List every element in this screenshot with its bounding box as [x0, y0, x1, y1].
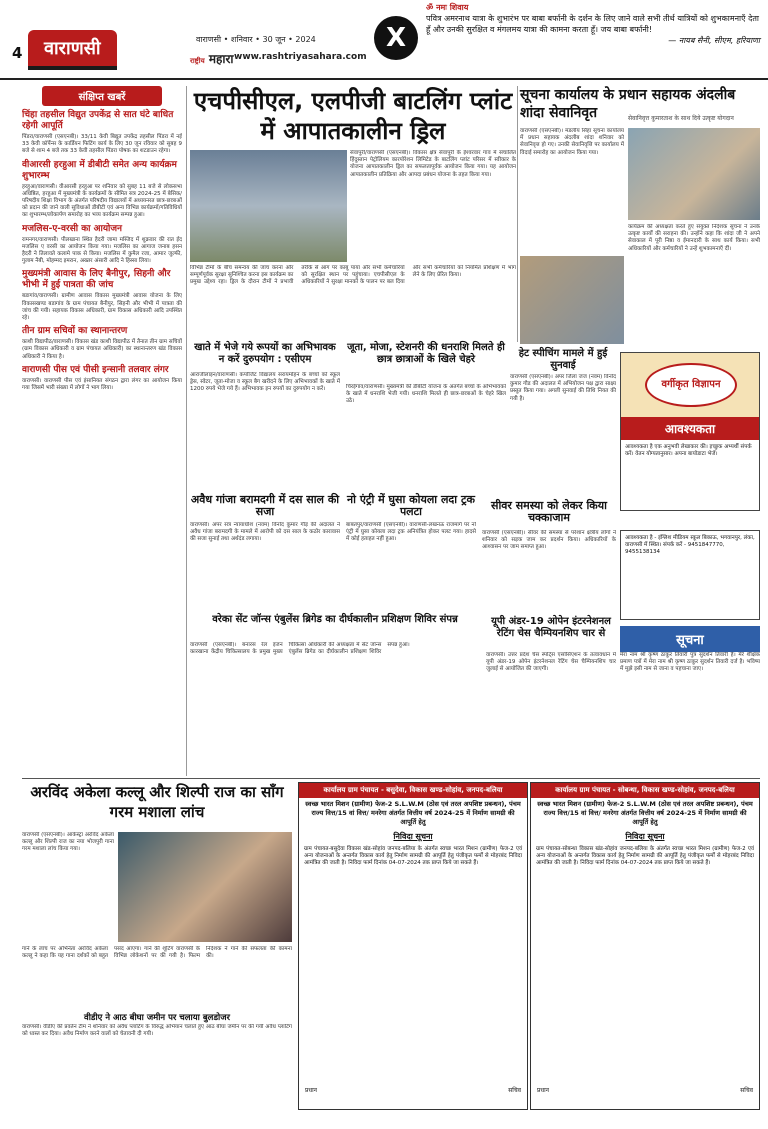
tender-header: कार्यालय ग्राम पंचायत - बसुदेवा, विकास खण्ड-सोहांव, जनपद-बलिया	[299, 783, 527, 798]
right-headline: सूचना कार्यालय के प्रधान सहायक अंदलीब शांदा सेवानिवृत	[520, 87, 736, 121]
story-text: वाराणसी (एसएनबी)। बनारस रेल इंजन कारखाना केंद्रीय चिकित्सालय के प्रमुख मुख्य चिकित्सा अधिकारी की अध्यक्षता में सेंट जॉन्स एंबुलेंस ब्रिगेड का दीर्घकालीन प्रशिक्षण शिविर संपन्न हुआ।	[190, 642, 410, 656]
sig-left: प्रधान	[537, 1087, 549, 1094]
story-text: आराजीलाइन/वाराणसी। कंपोजिट विद्यालय सरायमोहन के बच्चों को स्कूल ड्रेस, स्वेटर, जूता-मोजा व स्कूल बैग खरीदने के लिए अभिभावकों के खाते में 1200 रुपये भेजे गये हैं। अभिभावक इन रुपयों का दुरुपयोग न करें।	[190, 372, 340, 393]
quote-om: ॐ नमः शिवाय	[426, 3, 469, 12]
brief-title: चिंहा तहसील विद्युत उपकेंद्र से सात घंटे बाधित रहेगी आपूर्ति	[22, 110, 174, 131]
footer-headline: वीडीए ने आठ बीघा जमीन पर चलाया बुलडोजर	[84, 1013, 230, 1023]
classified-text: आवश्यकता है एक अनुभवी लेखाकार की। इच्छुक अभ्यर्थी संपर्क करें। वेतन योग्यतानुसार। अपना बायोडाटा भेजें।	[625, 444, 752, 458]
dateline: वाराणसी • शनिवार • 30 जून • 2024	[196, 35, 316, 44]
brand-logo	[190, 50, 234, 67]
city-banner: वाराणसी	[28, 30, 117, 66]
page-number: 4	[12, 44, 23, 62]
header-divider	[0, 78, 768, 80]
brand-small: राष्ट्रीय	[190, 57, 205, 65]
tender-signatures	[531, 1084, 759, 1096]
lead-headline: एचपीसीएल, एलपीजी बाटलिंग प्लांट में आपातकालीन ड्रिल	[193, 87, 513, 145]
masthead	[0, 0, 768, 80]
story-text: वाराणसी (एसएनबी)। सीवर की समस्या से परेशान क्षेत्रीय लोगों ने शनिवार को सड़क जाम कर प्रदर्शन किया। अधिकारियों के आश्वासन पर जाम समाप्त हुआ।	[482, 530, 616, 551]
brief-title: वीआरसी हरहुआ में डीबीटी समेत अन्य कार्यक्रम शुभारम्भ	[22, 159, 177, 181]
tender-title: निविदा सूचना	[625, 832, 665, 841]
brief-text: बडागांव/वाराणसी। ग्रामीण आवास विकास मुख्यमंत्री आवास योजना के लिए विकासखण्ड बडागांव के ग्राम पंचायत बैनीपुर, सिहनी और भीभी में पात्रता की जांच की गयी। सहायक विकास अधिकारी, ग्राम विकास अधिकारी आदि उपस्थित रहे।	[22, 293, 182, 322]
story-headline: अवैध गांजा बरामदगी में दस साल की सजा	[190, 493, 340, 518]
notice-text: मेरा नाम श्री कृष्ण ठाकुर तिवारी पुत्र सुदर्शन तिवारी है। मेरे शैक्षिक प्रमाण पत्रों में मेरा नाम श्री कृष्ण ठाकुर सुदर्शन तिवारी दर्ज है। भविष्य में मुझे इसी नाम से जाना व पहचाना जाए।	[620, 652, 760, 673]
quote-author: — नायब सैनी, सीएम, हरियाणा	[668, 36, 760, 45]
sig-right: सचिव	[508, 1087, 521, 1094]
lead-text: सेवापुरी/वाराणसी (एसएनबी)। विकास क्षेत्र सेवापुरी के ईश्वरवार गांव में संचालित हिंदुस्तान पेट्रोलियम कारपोरेशन लिमिटेड के बाटलिंग प्लांट परिसर में स्वीकार के योजना आपातकालीन ड्रिल का सफलतापूर्वक आयोजन किया गया। यह आयोजन आपातकालीन प्रतिक्रिया और आपदा प्रबंधन योजना के तहत किया गया।	[350, 150, 516, 178]
brief-text: वाराणसी। वाराणसी पीस एवं इंसानियत संगठन द्वारा लंगर का आयोजन किया गया जिसमें भारी संख्या में लोगों ने भाग लिया।	[22, 377, 182, 392]
story-text: वाराणसी। अपर सत्र न्यायाधीश (नवम) विनोद कुमार गौड़ की अदालत ने अवैध गांजा बरामदगी के मामले में आरोपी को दस साल के कठोर कारावास की सजा सुनाई तथा अर्थदंड लगाया।	[190, 522, 340, 543]
brief-title: मजलिस-ए-वरसी का आयोजन	[22, 223, 123, 234]
bottom-text-cont: गाने के लांच पर अभिनेता अरविंद अकेला कल्लू ने कहा कि यह गाना दर्शकों को बहुत पसंद आएगा। गाने की शूटिंग वाराणसी के विभिन्न लोकेशनों पर की गयी है। फिल्म निर्देशक ने गाने की सफलता की कामना की।	[22, 946, 292, 960]
tender-subtitle: स्वच्छ भारत मिशन (ग्रामीण) फेज-2 S.L.W.M (ठोस एवं तरल अपशिष्ट प्रबन्धन), पंचम राज्य वित्त/15 वां वित्त/ मनरेगा अंतर्गत वित्तीय वर्ष 2024-25 में निर्माण सामग्री की आपूर्ति हेतु	[537, 800, 753, 826]
story-headline: यूपी अंडर-19 ओपेन इंटरनेशनल रेटिंग चेस चैम्पियनशिप चार से	[491, 616, 611, 639]
notice-title: सूचना	[620, 626, 760, 652]
brief-title: वाराणसी पीस एवं पीसी इन्सानी तलवार लंगर	[22, 364, 169, 375]
footer-text: वाराणसी। वीडीए की प्रवर्तन टीम ने शनिवार को अवैध प्लाटिंग के विरुद्ध अभियान चलाते हुए आठ बीघा जमीन पर की गयी अवैध प्लाटिंग को ध्वस्त कर दिया। अवैध निर्माण करने वालों को चेतावनी दी गयी।	[22, 1024, 292, 1038]
brief-news-label: संक्षिप्त खबरें	[42, 86, 162, 106]
right-text-cont: कार्यक्रम की अध्यक्षता करते हुए संयुक्त निदेशक सूचना ने उनके उत्कृष्ट कार्यों की सराहना की। उन्होंने कहा कि शांदा जी ने अपने सेवाकाल में पूरी निष्ठा व ईमानदारी के साथ कार्य किया। सभी अधिकारियों और कर्मचारियों ने उन्हें शुभकामनाएँ दीं।	[628, 224, 760, 252]
tender-signatures	[299, 1084, 527, 1096]
story-text: बाबतपुर/वाराणसी (एसएनबी)। वाराणसी-लखनऊ राजमार्ग पर नो एंट्री में घुसा कोयला लदा ट्रक अनियंत्रित होकर पलट गया। हादसे में कोई हताहत नहीं हुआ।	[346, 522, 476, 543]
tender-header: कार्यालय ग्राम पंचायत - सोबन्था, विकास खण्ड-सोहांव, जनपद-बलिया	[531, 783, 759, 798]
story-headline: वरेका सेंट जॉन्स एंबुलेंस ब्रिगेड का दीर्घकालीन प्रशिक्षण शिविर संपन्न	[212, 614, 458, 625]
quote-text: पवित्र अमरनाथ यात्रा के शुभारंभ पर बाबा बर्फानी के दर्शन के लिए जाने वाले सभी तीर्थ यात्रियों को शुभकामनाएँ देता हूँ और उनकी सुरक्षित व मंगलमय यात्रा की कामना करता हूँ। जय बाबा बर्फानी!	[426, 14, 759, 34]
story-headline: जूता, मोजा, स्टेशनरी की धनराशि मिलते ही छात्र छात्राओं के खिले चेहरे	[347, 342, 505, 365]
x-logo-icon: X	[374, 16, 418, 60]
tender-text: ग्राम पंचायत-सोबन्था विकास खंड-सोहांव जनपद-बलिया के अंतर्गत स्वच्छ भारत मिशन (ग्रामीण) फेज-2 एवं अन्य योजनाओं के अन्तर्गत विकास कार्य हेतु निर्माण सामग्री की आपूर्ति हेतु पंजीकृत फर्मों से मोहरबंद निविदा आमंत्रित की जाती है। निविदा फार्म दिनांक 04-07-2024 तक प्राप्त किये जा सकते हैं।	[536, 846, 754, 867]
sig-right: सचिव	[740, 1087, 753, 1094]
right-photo-2	[520, 256, 624, 344]
brief-text: काशी विद्यापीठ/वाराणसी। विकास खंड काशी विद्यापीठ में तैनात तीन ग्राम सचिवों (ग्राम विकास अधिकारी व ग्राम पंचायत अधिकारी) का स्थानान्तरण खंड विकास अधिकारी ने किया है।	[22, 339, 182, 360]
brief-news-column	[22, 86, 182, 956]
bottom-text: वाराणसी (एसएनबी)। आर्केस्ट्रा अरविंद अकेला कल्लू और शिल्पी राज का नया भोजपुरी गाना गरम मशाला लांच किया गया।	[22, 832, 114, 853]
column-divider	[186, 86, 187, 776]
brief-text: हरहुआ/वाराणसी। वीआरसी हरहुआ पर शनिवार को सुबह 11 बजे से लोकसभा अधिष्ठित, हरहुआ में मुख्यमंत्री के कार्यक्रमों के सीमित सत्र 2024-25 में बेसिक/परिषदीय शिक्षा विभाग के अंतर्गत परिषदीय विद्यालयों में अध्ययनरत छात्र-छात्राओं को प्रदान की जाने वाली सुविधाओं डीबीटी एवं अन्य विभिन्न कार्यक्रमों/गतिविधियों का शुभारम्भ/लोकार्पण समारोह का भव्य कार्यक्रम सम्पन्न हुआ।	[22, 183, 182, 219]
classified-ad	[620, 352, 760, 511]
brief-text: रामनगर/वाराणसी। पीलखाना स्थित हैदरी जामा मस्जिद में शुक्रवार की रात ईद मजलिस ए वरसी का आयोजन किया गया। मजलिस का आगाज जनाब हसन हैदरी ने तिलावते कलामे पाक से किया। मजलिस में कुमैल रजा, आमार जुल्फी, गुलाम नैबी, मोहम्मद इमरान, अख्तर अंसारी आदि ने हिस्सा लिया।	[22, 236, 182, 265]
story-text: वाराणसी (एसएनबी)। अपर जिला जज (नवम) विनोद कुमार गौड की अदालत में अभियोजन पक्ष द्वारा साक्ष्य प्रस्तुत किया गया। अगली सुनवाई की तिथि नियत की गयी है।	[510, 374, 616, 402]
tender-notice	[530, 782, 760, 1110]
classified-title: आवश्यकता	[621, 417, 759, 440]
tender-subtitle: स्वच्छ भारत मिशन (ग्रामीण) फेज-2 S.L.W.M (ठोस एवं तरल अपशिष्ट प्रबन्धन), पंचम राज्य वित्त/15 वां वित्त/ मनरेगा अंतर्गत वित्तीय वर्ष 2024-25 में निर्माण सामग्री की आपूर्ति हेतु	[305, 800, 521, 826]
tender-notice	[298, 782, 528, 1110]
section-divider	[22, 778, 760, 779]
tender-title: निविदा सूचना	[393, 832, 433, 841]
brief-title: तीन ग्राम सचिवों का स्थानान्तरण	[22, 326, 128, 337]
right-caption: सेवानिवृत्त कुमारताश के साथ दिये उत्कृष्ट योगदान	[628, 115, 734, 122]
tender-text: ग्राम पंचायत-बसुदेवा विकास खंड-सोहांव जनपद-बलिया के अंतर्गत स्वच्छ भारत मिशन (ग्रामीण) फेज-2 एवं अन्य योजनाओं के अन्तर्गत विकास कार्य हेतु निर्माण सामग्री की आपूर्ति हेतु पंजीकृत फर्मों से मोहरबंद निविदा आमंत्रित की जाती है। निविदा फार्म दिनांक 04-07-2024 तक प्राप्त किये जा सकते हैं।	[304, 846, 522, 867]
sig-left: प्रधान	[305, 1087, 317, 1094]
website-url[interactable]: www.rashtriyasahara.com	[234, 52, 367, 62]
brand-name: महारा	[208, 52, 234, 66]
right-photo	[628, 128, 760, 220]
lead-text-cont: विभिन्न टीमों के बीच समन्वय की जांच करना और सम्पूर्णपूर्वक सुरक्षा सुनिश्चित करना इस कार्यक्रम का प्रमुख उद्देश्य रहा। ड्रिल के दौरान टीमों ने प्रभावी तरीके से आग पर काबू पाया और सभी कर्मचारियों को सुरक्षित स्थान पर पहुंचाया। एचपीसीएल के अधिकारियों ने सुरक्षा मानकों के पालन पर बल दिया और सभी कर्मचारियों को नियमित प्रशिक्षण में भाग लेने के लिए प्रेरित किया।	[190, 265, 516, 286]
classified-badge: वर्गीकृत विज्ञापन	[645, 363, 737, 407]
header-quote	[426, 2, 760, 46]
lead-photo	[190, 150, 347, 262]
classified-ad-2: आवश्यकता है - इंग्लिश मीडियम स्कूल बिकाऊ, भगवानपुर, लंका, वाराणसी में स्थित। संपर्क करें - 9451847770, 9455138134	[620, 530, 760, 620]
bottom-headline: अरविंद अकेला कल्लू और शिल्पी राज का सॉंग गरम मशाला लांच	[30, 783, 284, 821]
story-headline: सीवर समस्या को लेकर किया चक्काजाम	[491, 499, 607, 524]
story-headline: खाते में भेजे गये रूपयों का अभिभावक न करें दुरुपयोग : एसीएम	[194, 342, 336, 365]
story-text: वाराणसी। उत्तर प्रदेश चेस स्पोर्ट्स एसोसिएशन के तत्वावधान में यूपी अंडर-19 ओपेन इंटरनेशनल रेटिंग चेस चैम्पियनशिप चार जुलाई से आयोजित की जाएगी।	[486, 652, 616, 673]
story-text: चिरईगांव/वाराणसी। मुख्यमंत्री की डीबीटी योजना के अंतर्गत बच्चों के अभिभावकों के खाते में धनराशि भेजी गयी। धनराशि मिलते ही छात्र-छात्राओं के चेहरे खिल उठे।	[346, 384, 506, 405]
bottom-photo	[118, 832, 292, 942]
classified-banner	[621, 353, 759, 417]
right-text: वाराणसी (एसएनबी)। मंडलीय सिंहा सूचना कार्यालय में प्रधान सहायक अंदलीब शांदा शनिवार को सेवानिवृत्त हो गए। उनकी सेवानिवृत्ति पर कार्यालय में विदाई समारोह का आयोजन किया गया।	[520, 128, 624, 156]
column-divider	[517, 86, 518, 342]
brief-text: पिंडरा/वाराणसी (एसएनबी)। 33/11 केवी बिद्युत उपकेंद्र तहसील पिंडरा में नई 33 केवी कॉर्पेन्स के कार्डियन फिटिंग कार्य के लिए 30 जून रविवार को सुबह 9 बजे से शाम 4 बजे तक 33 केवी तहसील पिंडरा पोषक का शटडाउन रहेगा।	[22, 134, 182, 155]
story-headline: नो एंट्री में घुसा कोयला लदा ट्रक पलटा	[347, 493, 475, 518]
brief-title: मुख्यमंत्री आवास के लिए बैनीपुर, सिहनी और भीभी में हुई पात्रता की जांच	[22, 269, 171, 291]
story-headline: हेट स्पीचिंग मामले में हुई सुनवाई	[518, 348, 608, 371]
